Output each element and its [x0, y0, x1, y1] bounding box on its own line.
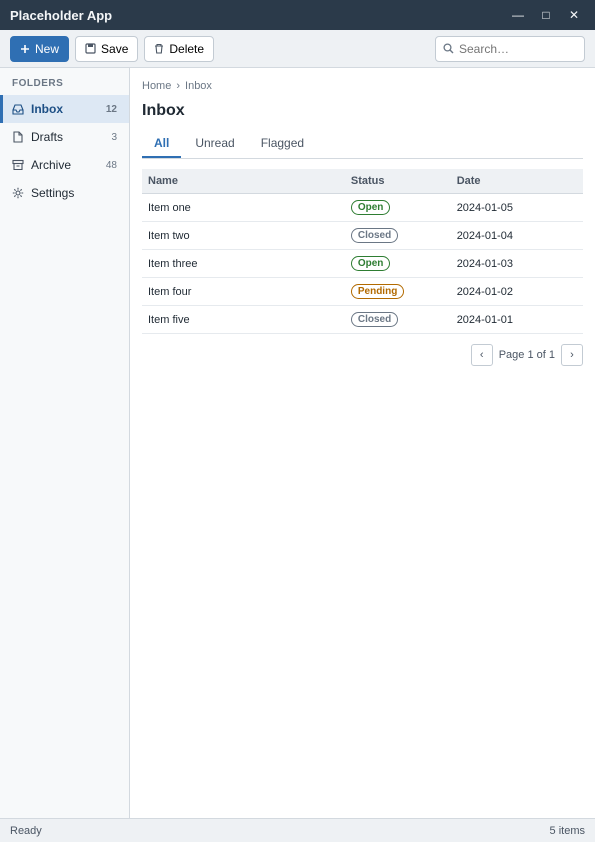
status-badge: Pending: [351, 284, 404, 299]
cell-name: Item five: [142, 306, 345, 334]
table-row[interactable]: [142, 194, 583, 222]
gear-icon: [12, 187, 24, 199]
window-controls: [507, 6, 585, 24]
delete-button-label: Delete: [169, 41, 205, 56]
status-text: Ready: [10, 824, 42, 837]
save-icon: [85, 43, 96, 54]
cell-name: Item one: [142, 194, 345, 222]
search-box[interactable]: [435, 36, 585, 62]
breadcrumb-item-home[interactable]: Home: [142, 80, 172, 92]
search-icon: [443, 43, 454, 54]
status-badge: Open: [351, 256, 391, 271]
minimize-button[interactable]: —: [512, 8, 524, 22]
breadcrumb: [142, 80, 583, 92]
main-content: [130, 68, 595, 818]
trash-icon: [154, 43, 164, 54]
cell-name: Item four: [142, 278, 345, 306]
app-body: [0, 68, 595, 818]
tab-flagged[interactable]: Flagged: [260, 136, 305, 150]
window-title: Placeholder App: [10, 7, 113, 23]
table-row[interactable]: [142, 278, 583, 306]
sidebar-item-count: 12: [105, 103, 117, 115]
save-button-label: Save: [101, 41, 129, 56]
save-button[interactable]: [75, 36, 138, 62]
cell-date: 2024-01-04: [451, 222, 583, 250]
records-table: [142, 169, 583, 334]
pagination: [142, 344, 583, 366]
tab-all[interactable]: All: [142, 130, 181, 158]
status-bar: [0, 818, 595, 842]
cell-date: 2024-01-01: [451, 306, 583, 334]
table-row[interactable]: [142, 250, 583, 278]
search-input[interactable]: [459, 42, 569, 56]
sidebar: [0, 68, 130, 818]
cell-status: [345, 222, 451, 250]
new-button[interactable]: [10, 36, 69, 62]
table-row[interactable]: [142, 306, 583, 334]
previous-page-button[interactable]: ‹: [471, 344, 493, 366]
cell-status: [345, 278, 451, 306]
item-count-text: 5 items: [549, 824, 585, 837]
cell-date: 2024-01-02: [451, 278, 583, 306]
plus-icon: [20, 44, 30, 54]
column-header-status[interactable]: Status: [345, 169, 451, 194]
close-button[interactable]: ✕: [568, 8, 580, 22]
file-icon: [12, 131, 24, 143]
archive-icon: [12, 159, 24, 171]
sidebar-item-drafts[interactable]: [0, 123, 129, 151]
delete-button[interactable]: [144, 36, 214, 62]
breadcrumb-separator: ›: [176, 80, 181, 92]
inbox-icon: [12, 103, 24, 115]
status-badge: Closed: [351, 228, 398, 243]
column-header-date[interactable]: Date: [451, 169, 583, 194]
sidebar-item-count: 48: [105, 159, 117, 171]
sidebar-item-count: 3: [111, 131, 117, 143]
page-title: Inbox: [142, 102, 185, 119]
sidebar-item-inbox[interactable]: [0, 95, 129, 123]
sidebar-item-settings[interactable]: [0, 179, 129, 207]
maximize-button[interactable]: □: [542, 8, 550, 22]
toolbar: [0, 30, 595, 68]
table-row[interactable]: [142, 222, 583, 250]
cell-name: Item three: [142, 250, 345, 278]
next-page-button[interactable]: ›: [561, 344, 583, 366]
cell-status: [345, 306, 451, 334]
cell-date: 2024-01-05: [451, 194, 583, 222]
sidebar-item-label: Drafts: [31, 130, 64, 144]
status-badge: Open: [351, 200, 391, 215]
sidebar-item-label: Inbox: [31, 102, 63, 116]
column-header-name[interactable]: Name: [142, 169, 345, 194]
sidebar-item-archive[interactable]: [0, 151, 129, 179]
cell-date: 2024-01-03: [451, 250, 583, 278]
new-button-label: New: [35, 41, 60, 56]
page-indicator: Page 1 of 1: [498, 349, 555, 361]
cell-status: [345, 194, 451, 222]
tab-bar: [142, 130, 583, 159]
sidebar-item-label: Archive: [31, 158, 72, 172]
cell-name: Item two: [142, 222, 345, 250]
tab-unread[interactable]: Unread: [195, 136, 235, 150]
title-bar: [0, 0, 595, 30]
sidebar-heading: FOLDERS: [12, 78, 64, 89]
status-badge: Closed: [351, 312, 398, 327]
breadcrumb-item-current: Inbox: [185, 80, 212, 92]
cell-status: [345, 250, 451, 278]
sidebar-item-label: Settings: [31, 186, 75, 200]
table-header-row: [142, 169, 583, 194]
